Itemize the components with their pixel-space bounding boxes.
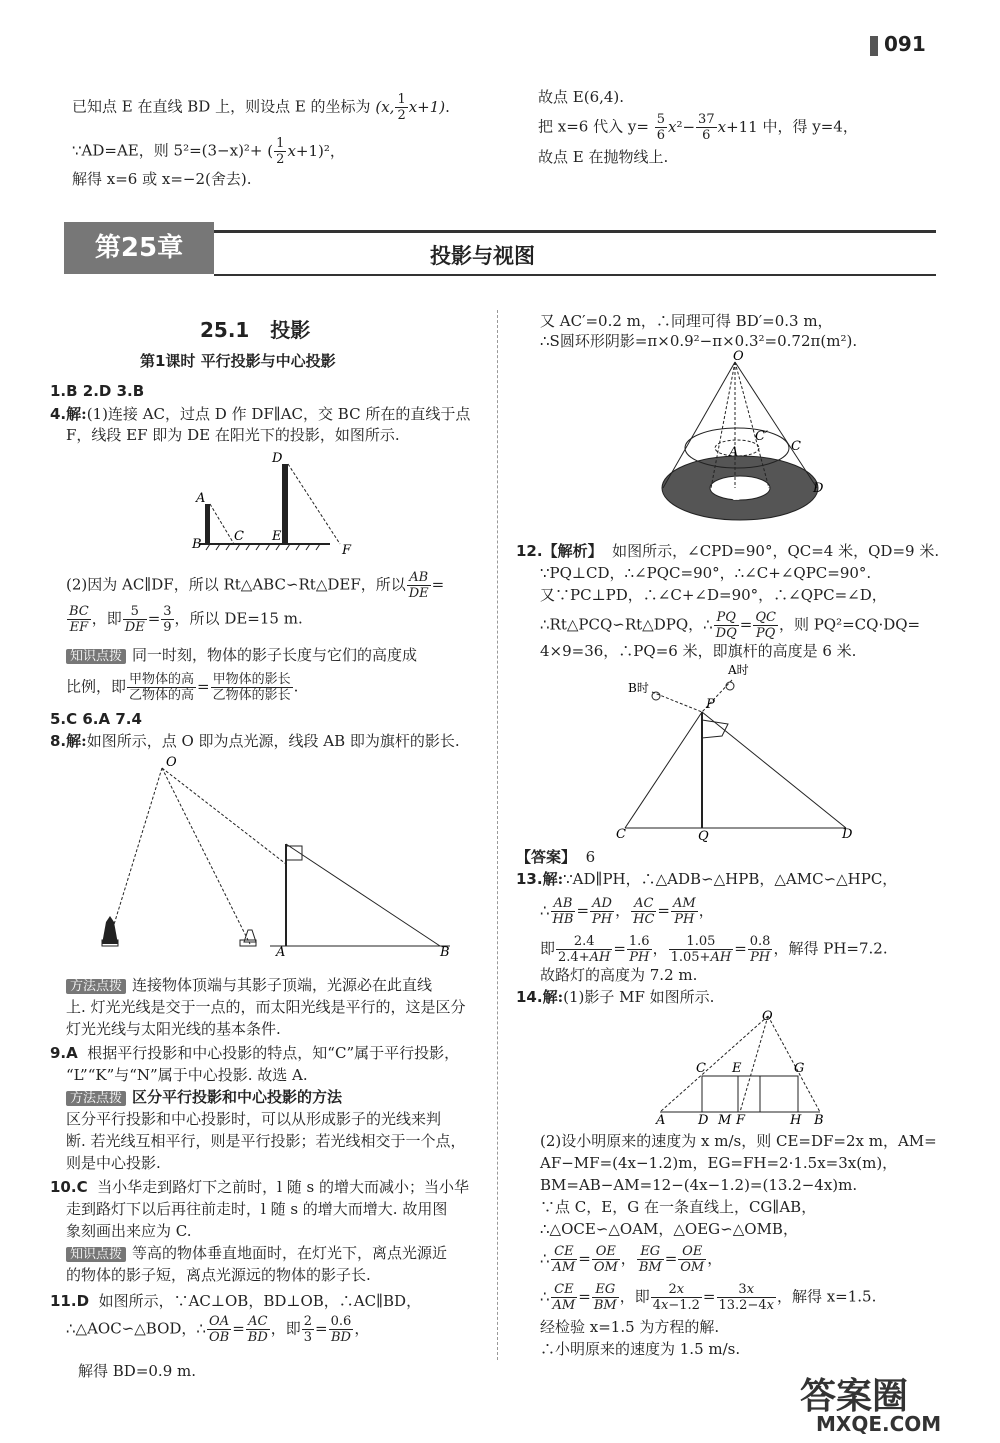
tip-knowledge-1-text: 同一时刻，物体的影子长度与它们的高度成 — [132, 646, 418, 664]
q12-text-4b: ，则 PQ²=CQ·DQ= — [778, 615, 921, 634]
fig14-label-h: H — [790, 1113, 802, 1128]
top-left-text-2: ∵AD=AE，则 5²=(3−x)²+ — [72, 141, 263, 160]
q14-line-3: AF−MF=(4x−1.2)m，EG=FH=2·1.5x=3x(m)， — [540, 1154, 898, 1172]
q12-number: 12. — [516, 542, 543, 560]
top-left-coord: (x, $\frac{1}{2}$ x+1). — [375, 92, 450, 123]
q11-text-2: ∴△AOC∽△BOD，∴ — [66, 1319, 206, 1338]
fig14-label-d: D — [698, 1113, 709, 1128]
q14-line-8: ∴ $\frac{CE}{AM}$ = $\frac{EG}{BM}$ ，即 $\frac{2x}{4x-1.2}$ = $\frac{3x}{13.2-4x}$ ，解得 x=1.5. — [540, 1282, 877, 1313]
top-left-line-3: 解得 x=6 或 x=−2(舍去). — [72, 170, 252, 188]
top-left-text-1: 已知点 E 在直线 BD 上，则设点 E 的坐标为 — [72, 97, 371, 116]
tip-method-2-title: 区分平行投影和中心投影的方法 — [132, 1088, 343, 1106]
tip-method-1-text: 连接物体顶端与其影子顶端，光源必在此直线 — [132, 976, 433, 994]
q8-head: 解: — [66, 732, 87, 750]
q13-number: 13. — [516, 870, 543, 888]
cone-label-a: A — [729, 445, 739, 460]
fig4-label-a: A — [196, 491, 206, 506]
lesson-title: 第1课时 平行投影与中心投影 — [140, 352, 336, 370]
section-title — [200, 314, 310, 343]
page-number: 091 — [884, 32, 926, 56]
q12-line-2: ∵PQ⊥CD，∴∠PQC=90°，∴∠C+∠QPC=90°. — [540, 564, 872, 582]
tip-knowledge-2-line-2: 的物体的影子短，离点光源远的物体的影子长. — [66, 1266, 371, 1284]
top-right-line-3: 故点 E 在抛物线上. — [538, 148, 669, 166]
tip-frac-num: 甲物体的高 — [129, 672, 195, 687]
q11-line-3: 解得 BD=0.9 m. — [78, 1362, 197, 1380]
q11-text-1: 如图所示，∵AC⊥OB，BD⊥OB，∴AC∥BD， — [98, 1292, 422, 1310]
fig14-label-f: F — [736, 1113, 746, 1128]
fig12-label-b-time: B时 — [628, 681, 649, 695]
q11-number: 11.D — [50, 1292, 90, 1310]
r-line-2: ∴S圆环形阴影=π×0.9²−π×0.3²=0.72π(m²). — [540, 332, 858, 350]
q4-line-3: (2)因为 AC∥DF，所以 Rt△ABC∽Rt△DEF，所以 $\frac{AB}{DE}$ = — [66, 570, 445, 601]
q9-line-1 — [50, 1042, 459, 1064]
cone-label-b: B — [733, 489, 743, 504]
watermark-url: MXQE.COM — [816, 1412, 942, 1436]
q10-line-2: 走到路灯下以后再往前走时，l 随 s 的增大而增大. 故用图 — [66, 1200, 448, 1218]
q13-text-3: 即 — [540, 939, 556, 958]
top-right-line-1: 故点 E(6,4). — [538, 88, 625, 106]
q13-line-1 — [516, 868, 897, 890]
q13-text-1: ∵AD∥PH，∴△ADB∽△HPB，△AMC∽△HPC， — [563, 870, 898, 888]
fig14-label-b: B — [814, 1113, 824, 1128]
q14-text-8b: ，即 — [619, 1287, 650, 1306]
q4-line-1 — [50, 403, 470, 425]
figure-cone — [655, 350, 835, 526]
tip-method-2-line-3: 则是中心投影. — [66, 1154, 161, 1172]
q4-head: 解: — [66, 405, 87, 423]
q14-line-4: BM=AB−AM=12−(4x−1.2)=(13.2−4x)m. — [540, 1176, 858, 1194]
watermark-logo: 答案圈 — [800, 1376, 909, 1417]
chapter-title: 投影与视图 — [430, 244, 535, 268]
q14-text-8c: ，解得 x=1.5. — [776, 1287, 877, 1306]
fig14-label-o: O — [762, 1009, 773, 1024]
q8-line — [50, 730, 460, 752]
tip-knowledge-1-line-2: 比例，即 $\frac{\text{甲物体的高}}{\text{乙物体的高}}$ = $\frac{\text{甲物体的影长}}{\text{乙物体的影长}}$ . — [66, 672, 299, 703]
tip-frac-den: 乙物体的高 — [129, 688, 195, 703]
q4-line-4: $\frac{BC}{EF}$ ，即 $\frac{5}{DE}$ = $\frac{3}{9}$ ，所以 DE=15 m. — [69, 604, 303, 635]
q14-line-5: ∵点 C，E，G 在一条直线上，CG∥AB， — [540, 1198, 817, 1216]
fig12-label-q: Q — [698, 829, 709, 842]
q14-line-9: 经检验 x=1.5 为方程的解. — [540, 1318, 720, 1336]
page-number-marker — [870, 36, 878, 56]
chapter-banner-line-top — [214, 230, 936, 233]
q10-number: 10.C — [50, 1178, 88, 1196]
tip-knowledge-1 — [66, 644, 417, 668]
q13-line-4: 故路灯的高度为 7.2 m. — [540, 966, 698, 984]
q14-line-6: ∴△OCE∽△OAM，△OEG∽△OMB， — [540, 1220, 798, 1238]
tip-knowledge-2-text: 等高的物体垂直地面时，在灯光下，离点光源近 — [132, 1244, 448, 1262]
q14-text-8: ∴ — [540, 1287, 550, 1306]
tip-method-1-line-3: 灯光光线与太阳光线的基本条件. — [66, 1020, 281, 1038]
q14-text-1: (1)影子 MF 如图所示. — [563, 988, 715, 1006]
q12-answer — [516, 846, 595, 868]
q4-text-4: ，即 — [91, 609, 122, 628]
top-left-expr: ( $\frac{1}{2}$ x+1)²， — [267, 136, 345, 167]
figure-q8 — [90, 754, 460, 956]
q4-number: 4. — [50, 405, 67, 423]
tip-frac-den2: 乙物体的影长 — [212, 688, 291, 703]
section-number: 25.1 — [200, 318, 250, 342]
q11-text-2b: ，即 — [270, 1319, 301, 1338]
q8-text: 如图所示，点 O 即为点光源，线段 AB 即为旗杆的影长. — [86, 732, 460, 750]
q4-text-5: ，所以 DE=15 m. — [174, 609, 303, 628]
q14-line-10: ∴小明原来的速度为 1.5 m/s. — [540, 1340, 741, 1358]
q10-text-1: 当小华走到路灯下之前时，l 随 s 的增大而减小；当小华 — [97, 1178, 469, 1196]
r-line-1: 又 AC′=0.2 m，∴同理可得 BD′=0.3 m， — [540, 312, 833, 330]
q10-line-3: 象刻画出来应为 C. — [66, 1222, 192, 1240]
tip-frac-num2: 甲物体的影长 — [212, 672, 291, 687]
q12-answer-tag: 【答案】 — [516, 848, 577, 866]
fig14-label-e: E — [732, 1061, 742, 1076]
fig12-label-c: C — [616, 827, 626, 842]
fig12-label-p: P — [706, 697, 715, 712]
fig8-label-b: B — [440, 945, 450, 956]
top-left-line-1 — [72, 92, 450, 123]
fig4-label-d: D — [272, 451, 283, 466]
column-divider — [497, 310, 498, 1360]
q4-line-2: F，线段 EF 即为 DE 在阳光下的投影，如图所示. — [66, 426, 400, 444]
cone-label-o: O — [733, 350, 744, 364]
top-right-text-2: 把 x=6 代入 y= — [538, 117, 649, 136]
chapter-banner-line-bottom — [214, 274, 936, 276]
chapter-label: 第25章 — [64, 222, 214, 274]
q9-number: 9.A — [50, 1044, 78, 1062]
q9-line-2: “L”“K”与“N”属于中心投影. 故选 A. — [66, 1066, 308, 1084]
fig4-label-b: B — [192, 537, 202, 552]
figure-q12 — [610, 662, 860, 842]
fig12-label-d: D — [842, 827, 853, 842]
top-right-line-2 — [538, 112, 858, 143]
fig8-label-o: O — [166, 755, 177, 770]
fig14-label-a: A — [656, 1113, 666, 1128]
tag-knowledge: 知识点拨 — [66, 649, 126, 664]
fig14-label-c: C — [696, 1061, 706, 1076]
q10-line-1 — [50, 1176, 469, 1198]
q11-line-2: ∴△AOC∽△BOD，∴ $\frac{OA}{OB}$ = $\frac{AC}{BD}$ ，即 $\frac{2}{3}$ = $\frac{0.6}{BD}$ ， — [66, 1314, 370, 1345]
q12-answer-value: 6 — [585, 848, 596, 866]
cone-label-c-prime: C′ — [755, 429, 768, 444]
q12-text-4: ∴Rt△PCQ∽Rt△DPQ，∴ — [540, 615, 713, 634]
answers-5-7: 5.C 6.A 7.4 — [50, 710, 142, 728]
q9-text-1: 根据平行投影和中心投影的特点，知“C”属于平行投影， — [87, 1044, 460, 1062]
q12-line-5: 4×9=36，∴PQ=6 米，即旗杆的高度是 6 米. — [540, 642, 857, 660]
fig12-label-a-time: A时 — [728, 663, 749, 677]
q12-tag: 【解析】 — [542, 542, 603, 560]
tip-knowledge-2 — [66, 1242, 447, 1266]
fig8-label-a: A — [276, 945, 286, 956]
fig4-label-c: C — [234, 529, 244, 544]
answers-1-3: 1.B 2.D 3.B — [50, 382, 145, 400]
tip-method-1-line-2: 上. 灯光光线是交于一点的，而太阳光线是平行的，这是区分 — [66, 998, 466, 1016]
tip-method-1 — [66, 974, 432, 998]
tip-method-2-line-1: 区分平行投影和中心投影时，可以从形成影子的光线来判 — [66, 1110, 442, 1128]
figure-q4 — [190, 444, 370, 556]
top-right-formula: $\frac{5}{6}$ x²− $\frac{37}{6}$ x+11 — [656, 112, 758, 143]
q12-text-1: 如图所示，∠CPD=90°，QC=4 米，QD=9 米. — [612, 542, 940, 560]
q13-line-2: ∴ $\frac{AB}{HB}$ = $\frac{AD}{PH}$ ， $\frac{AC}{HC}$ = $\frac{AM}{PH}$ ， — [540, 896, 714, 927]
fig14-label-m: M — [718, 1113, 732, 1128]
q14-line-1 — [516, 986, 714, 1008]
tag-method: 方法点拨 — [66, 979, 126, 994]
tip-method-2 — [66, 1086, 342, 1110]
fig14-label-g: G — [794, 1061, 805, 1076]
q12-line-4: ∴Rt△PCQ∽Rt△DPQ，∴ $\frac{PQ}{DQ}$ = $\frac{QC}{PQ}$ ，则 PQ²=CQ·DQ= — [540, 610, 921, 641]
top-left-line-2 — [72, 136, 345, 167]
q13-head: 解: — [542, 870, 564, 888]
tip-knowledge-1-text-2: 比例，即 — [66, 677, 127, 696]
figure-q14 — [650, 1008, 830, 1128]
q13-text-2: ∴ — [540, 901, 550, 920]
cone-label-d: D — [813, 481, 824, 496]
q14-line-2: (2)设小明原来的速度为 x m/s，则 CE=DF=2x m，AM= — [540, 1132, 937, 1150]
fig4-label-f: F — [342, 543, 352, 556]
q4-text-1: (1)连接 AC，过点 D 作 DF∥AC，交 BC 所在的直线于点 — [86, 405, 471, 423]
q14-text-7: ∴ — [540, 1249, 550, 1268]
q4-text-3: (2)因为 AC∥DF，所以 Rt△ABC∽Rt△DEF，所以 — [66, 575, 406, 594]
q14-number: 14. — [516, 988, 543, 1006]
tag-knowledge-2: 知识点拨 — [66, 1247, 126, 1262]
q13-text-3b: ，解得 PH=7.2. — [773, 939, 888, 958]
q13-line-3: 即 $\frac{2.4}{2.4+AH}$ = $\frac{1.6}{PH}$ ， $\frac{1.05}{1.05+AH}$ = $\frac{0.8}{PH}$ ，解得 PH=7.2. — [540, 934, 888, 965]
top-right-text-3: 中，得 y=4， — [762, 117, 858, 136]
tip-method-2-line-2: 断. 若光线互相平行，则是平行投影；若光线相交于一个点， — [66, 1132, 466, 1150]
q14-line-7: ∴ $\frac{CE}{AM}$ = $\frac{OE}{OM}$ ， $\frac{EG}{BM}$ = $\frac{OE}{OM}$ ， — [540, 1244, 723, 1275]
q12-line-1 — [516, 540, 939, 562]
section-name: 投影 — [270, 318, 311, 342]
q8-number: 8. — [50, 732, 67, 750]
q14-head: 解: — [542, 988, 564, 1006]
cone-label-c: C — [791, 439, 801, 454]
q12-line-3: 又∵PC⊥PD，∴∠C+∠D=90°，∴∠QPC=∠D， — [540, 586, 887, 604]
fig4-label-e: E — [272, 529, 282, 544]
tag-method-2: 方法点拨 — [66, 1091, 126, 1106]
q11-line-1 — [50, 1290, 421, 1312]
